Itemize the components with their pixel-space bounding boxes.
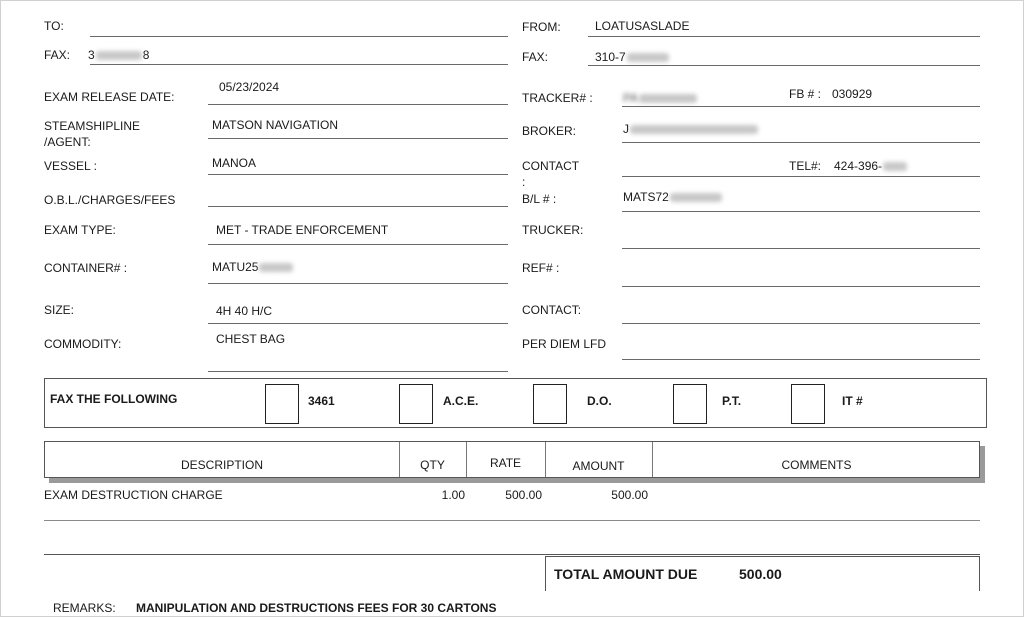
commodity-line[interactable] bbox=[208, 371, 508, 372]
container-line[interactable] bbox=[208, 283, 508, 284]
checkbox-it[interactable] bbox=[791, 384, 825, 424]
option-label-do: D.O. bbox=[587, 394, 612, 408]
header-rate: RATE bbox=[489, 456, 522, 470]
row-rate: 500.00 bbox=[505, 488, 542, 502]
trucker-label: TRUCKER: bbox=[522, 223, 584, 237]
row-qty: 1.00 bbox=[441, 488, 465, 502]
header-amount: AMOUNT bbox=[572, 459, 625, 473]
vessel-label: VESSEL : bbox=[44, 159, 97, 173]
exam-release-date-value: 05/23/2024 bbox=[219, 80, 280, 94]
total-amount-value: 500.00 bbox=[739, 566, 782, 582]
remarks-value: MANIPULATION AND DESTRUCTIONS FEES FOR 30 CARTONS bbox=[136, 601, 497, 615]
obl-line[interactable] bbox=[208, 206, 508, 207]
contact2-line[interactable] bbox=[622, 323, 980, 324]
checkbox-ace[interactable] bbox=[399, 384, 433, 424]
contact-line[interactable] bbox=[622, 176, 980, 177]
fax-value: 3 8 bbox=[88, 48, 150, 62]
tel-value: 424-396- bbox=[834, 159, 908, 173]
row-description: EXAM DESTRUCTION CHARGE bbox=[44, 488, 223, 502]
redacted-block bbox=[639, 94, 697, 103]
ref-label: REF# : bbox=[522, 261, 560, 275]
total-amount-label: TOTAL AMOUNT DUE bbox=[554, 566, 698, 582]
fax-following-label: FAX THE FOLLOWING bbox=[50, 392, 178, 406]
checkbox-pt[interactable] bbox=[673, 384, 707, 424]
checkbox-do[interactable] bbox=[533, 384, 567, 424]
steamship-line[interactable] bbox=[208, 138, 508, 139]
ref-line[interactable] bbox=[622, 286, 980, 287]
redacted-block bbox=[627, 53, 669, 62]
exam-type-line[interactable] bbox=[208, 244, 508, 245]
redacted-block bbox=[883, 162, 907, 171]
commodity-label: COMMODITY: bbox=[44, 337, 122, 351]
tracker-line[interactable] bbox=[622, 106, 980, 107]
steamship-label-2: /AGENT: bbox=[44, 135, 91, 149]
size-line[interactable] bbox=[208, 323, 508, 324]
redacted-block bbox=[670, 193, 722, 202]
bl-line[interactable] bbox=[622, 211, 980, 212]
vessel-line[interactable] bbox=[208, 174, 508, 175]
fb-value: 030929 bbox=[832, 87, 873, 101]
checkbox-3461[interactable] bbox=[265, 384, 299, 424]
right-fax-label: FAX: bbox=[522, 50, 549, 64]
trucker-line[interactable] bbox=[622, 248, 980, 249]
to-field-line[interactable] bbox=[90, 36, 508, 37]
from-label: FROM: bbox=[522, 20, 561, 34]
contact-label-2: : bbox=[522, 175, 526, 189]
bl-label: B/L # : bbox=[522, 192, 557, 206]
per-diem-line[interactable] bbox=[622, 359, 980, 360]
right-fax-value: 310-7 bbox=[595, 50, 670, 64]
obl-label: O.B.L./CHARGES/FEES bbox=[44, 193, 176, 207]
size-label: SIZE: bbox=[44, 303, 75, 317]
fb-label: FB # : bbox=[789, 87, 822, 101]
header-description: DESCRIPTION bbox=[180, 458, 263, 472]
contact-label-1: CONTACT bbox=[522, 159, 580, 173]
to-label: TO: bbox=[44, 19, 64, 33]
steamship-value: MATSON NAVIGATION bbox=[212, 118, 339, 132]
broker-line[interactable] bbox=[622, 142, 980, 143]
exam-release-date-label: EXAM RELEASE DATE: bbox=[44, 90, 175, 104]
tel-label: TEL#: bbox=[789, 159, 822, 173]
exam-release-date-line[interactable] bbox=[208, 104, 508, 105]
redacted-block bbox=[259, 263, 293, 272]
commodity-value: CHEST BAG bbox=[216, 332, 286, 346]
from-value: LOATUSASLADE bbox=[595, 19, 690, 33]
table-bottom-line bbox=[44, 554, 980, 555]
per-diem-label: PER DIEM LFD bbox=[522, 337, 607, 351]
container-label: CONTAINER# : bbox=[44, 261, 128, 275]
size-value: 4H 40 H/C bbox=[216, 304, 273, 318]
fax-field-line[interactable] bbox=[90, 64, 508, 65]
tracker-value: PA bbox=[623, 91, 698, 105]
exam-type-label: EXAM TYPE: bbox=[44, 223, 116, 237]
option-label-it: IT # bbox=[842, 394, 863, 408]
charges-table-header bbox=[44, 441, 980, 478]
contact2-label: CONTACT: bbox=[522, 303, 582, 317]
fax-label: FAX: bbox=[44, 48, 71, 62]
redacted-block bbox=[96, 51, 142, 60]
broker-label: BROKER: bbox=[522, 124, 577, 138]
header-qty: QTY bbox=[420, 458, 445, 472]
option-label-3461: 3461 bbox=[308, 394, 335, 408]
from-line[interactable] bbox=[588, 36, 980, 37]
remarks-label: REMARKS: bbox=[53, 601, 116, 615]
container-value: MATU25 bbox=[212, 260, 294, 274]
bl-value: MATS72 bbox=[623, 190, 723, 204]
option-label-pt: P.T. bbox=[722, 394, 742, 408]
tracker-label: TRACKER# : bbox=[522, 91, 593, 105]
right-fax-line[interactable] bbox=[588, 65, 980, 66]
row-amount: 500.00 bbox=[611, 488, 648, 502]
option-label-ace: A.C.E. bbox=[443, 394, 479, 408]
steamship-label-1: STEAMSHIPLINE bbox=[44, 119, 141, 133]
vessel-value: MANOA bbox=[212, 156, 257, 170]
header-comments: COMMENTS bbox=[781, 458, 852, 472]
redacted-block bbox=[630, 125, 758, 134]
exam-type-value: MET - TRADE ENFORCEMENT bbox=[216, 223, 389, 237]
broker-value: J bbox=[623, 122, 759, 136]
row-divider bbox=[44, 520, 980, 521]
